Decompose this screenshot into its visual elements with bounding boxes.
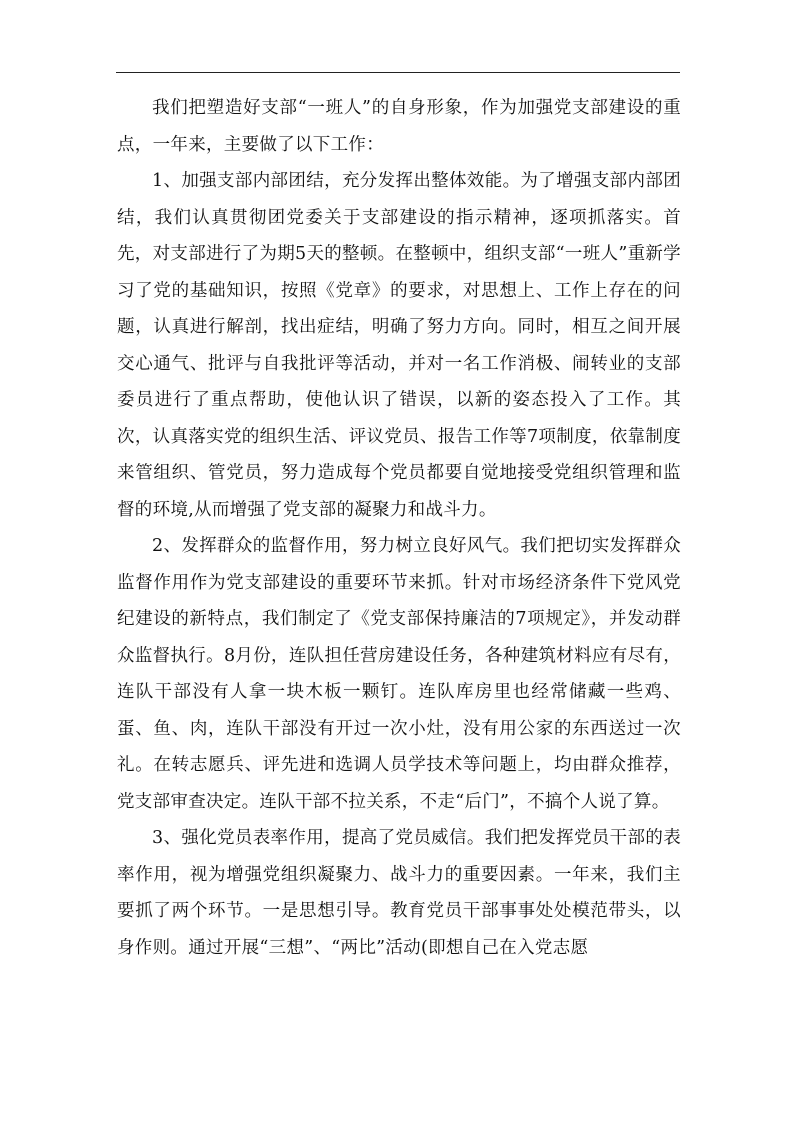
header-rule bbox=[116, 72, 680, 73]
paragraph-item-1: 1、加强支部内部团结，充分发挥出整体效能。为了增强支部内部团结，我们认真贯彻团党委关于支部建设的指示精神，逐项抓落实。首先，对支部进行了为期5天的整顿。在整顿中，组织支部“一班人”重新学习了党的基础知识，按照《党章》的要求，对思想上、工作上存在的问题，认真进行解剖，找出症结，明确了努力方向。同时，相互之间开展交心通气、批评与自我批评等活动，并对一名工作消极、闹转业的支部委员进行了重点帮助，使他认识了错误，以新的姿态投入了工作。其次，认真落实党的组织生活、评议党员、报告工作等7项制度，依靠制度来管组织、管党员，努力造成每个党员都要自觉地接受党组织管理和监督的环境,从而增强了党支部的凝聚力和战斗力。 bbox=[117, 171, 681, 520]
paragraph-item-2: 2、发挥群众的监督作用，努力树立良好风气。我们把切实发挥群众监督作用作为党支部建设的重要环节来抓。针对市场经济条件下党风党纪建设的新特点，我们制定了《党支部保持廉洁的7项规定》，并发动群众监督执行。8月份，连队担任营房建设任务，各种建筑材料应有尽有，连队干部没有人拿一块木板一颗钉。连队库房里也经常储藏一些鸡、蛋、鱼、肉，连队干部没有开过一次小灶，没有用公家的东西送过一次礼。在转志愿兵、评先进和选调人员学技术等问题上，均由群众推荐，党支部审查决定。连队干部不拉关系，不走“后门”，不搞个人说了算。 bbox=[117, 536, 681, 812]
paragraph-item-3: 3、强化党员表率作用，提高了党员威信。我们把发挥党员干部的表率作用，视为增强党组织凝聚力、战斗力的重要因素。一年来，我们主要抓了两个环节。一是思想引导。教育党员干部事事处处模范带头，以身作则。通过开展“三想”、“两比”活动(即想自己在入党志愿 bbox=[117, 828, 681, 958]
paragraph-intro: 我们把塑造好支部“一班人”的自身形象，作为加强党支部建设的重点，一年来，主要做了以下工作： bbox=[117, 98, 681, 155]
document-body bbox=[117, 90, 681, 966]
